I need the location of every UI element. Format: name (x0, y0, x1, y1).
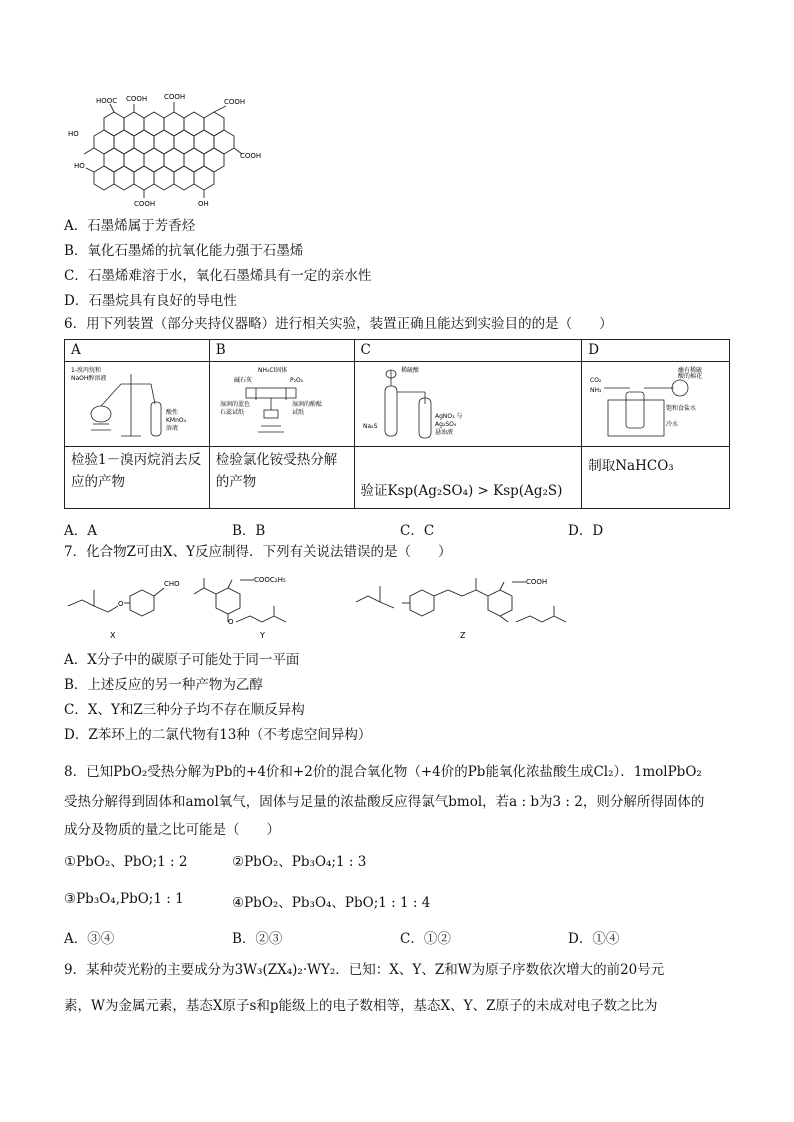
fig-d-label-5: 饱和食盐水 (666, 405, 697, 412)
fig-c-label-1: 稀硫酸 (400, 367, 419, 374)
q8-choice-1: ①PbO₂、PbO;1 : 2 (64, 854, 188, 870)
label-ho-1: HO (68, 130, 79, 138)
q7-stem: 7．化合物Z可由X、Y反应制得．下列有关说法错误的是（ ） (64, 544, 452, 560)
x-cho-label: CHO (164, 580, 180, 588)
label-cooh-3: COOH (224, 98, 246, 106)
label-cooh-4: COOH (240, 152, 262, 160)
label-oh: OH (198, 200, 209, 208)
label-cooh-1: COOH (126, 95, 148, 103)
q5-option-a: A．石墨烯属于芳香烃 (64, 218, 196, 234)
graphene-oxide-structure (64, 88, 264, 213)
fig-b-label-2: 碱石灰 (233, 377, 252, 384)
fig-d-label-3: 蘸有稀硫 (678, 367, 703, 374)
q8-line-3: 成分及物质的量之比可能是（ ） (64, 822, 280, 838)
q8-line-2: 受热分解得到固体和amol氧气，固体与足量的浓盐酸反应得氯气bmol，若a : b为3 : 2，则分解所得固体的 (64, 794, 705, 810)
fig-b-label-3: P₂O₅ (289, 377, 303, 384)
fig-c-label-5: 悬浊液 (434, 429, 453, 436)
fig-a-label-5: 溶液 (166, 425, 179, 432)
q9-line-1: 9．某种荧光粉的主要成分为3W₃(ZX₄)₂·WY₂．已知：X、Y、Z和W为原子序数依次增大的前20号元 (64, 962, 665, 978)
q6-answer-c: C．C (400, 523, 435, 539)
z-acid-label: COOH (526, 578, 548, 586)
fig-b-label-4: 湿润的蓝色 (219, 401, 250, 408)
fig-d-label-2: NH₃ (590, 387, 602, 394)
q6-apparatus-table (64, 339, 730, 509)
q6-caption-c: 验证Ksp(Ag₂SO₄) > Ksp(Ag₂S) (354, 447, 582, 509)
q6-header-d: D (582, 340, 730, 362)
q6-header-c: C (354, 340, 582, 362)
q6-figure-c (354, 362, 582, 447)
fig-b-label-1: NH₄Cl固体 (257, 367, 288, 374)
q8-choice-3: ③Pb₃O₄,PbO;1 : 1 (64, 891, 184, 907)
fig-d-label-1: CO₂ (590, 377, 602, 384)
label-hooc: HOOC (96, 97, 118, 105)
q7-option-d: D．Z苯环上的二氯代物有13种（不考虑空间异构） (64, 727, 372, 743)
q5-option-d: D．石墨烷具有良好的导电性 (64, 293, 237, 309)
q7-option-a: A．X分子中的碳原子可能处于同一平面 (64, 652, 300, 668)
q6-figure-b (209, 362, 354, 447)
fig-b-label-6: 湿润的酚酞 (291, 401, 322, 408)
q8-choice-row-2 (64, 891, 734, 911)
q6-caption-b: 检验氯化铵受热分解的产物 (209, 447, 354, 509)
fig-c-label-3: AgNO₃ 与 (434, 413, 462, 420)
q8-answer-a: A．③④ (64, 931, 115, 947)
fig-c-label-4: Ag₂SO₄ (434, 421, 456, 428)
q6-header-a: A (65, 340, 210, 362)
q5-option-b: B．氧化石墨烯的抗氧化能力强于石墨烯 (64, 243, 304, 259)
q7-option-b: B．上述反应的另一种产物为乙醇 (64, 677, 263, 693)
fig-b-label-5: 石蕊试纸 (219, 409, 244, 416)
fig-c-label-2: Na₂S (362, 423, 377, 430)
q7-structures (64, 572, 584, 642)
x-label: X (110, 631, 116, 640)
fig-a-label-2: NaOH醇溶液 (71, 375, 107, 382)
q8-answer-row (64, 927, 734, 947)
y-o-label: O (228, 618, 234, 626)
fig-d-label-4: 酸的棉花 (678, 373, 703, 380)
q6-answer-a: A．A (64, 523, 97, 539)
q8-line-1: 8．已知PbO₂受热分解为Pb的+4价和+2价的混合氧化物（+4价的Pb能氧化浓盐酸生成Cl₂）．1molPbO₂ (64, 764, 702, 780)
q7-option-c: C．X、Y和Z三种分子均不存在顺反异构 (64, 702, 305, 718)
fig-d-label-6: 冷水 (666, 421, 679, 428)
z-label: Z (460, 631, 466, 640)
q6-answer-row (64, 519, 734, 539)
q6-stem: 6．用下列装置（部分夹持仪器略）进行相关实验，装置正确且能达到实验目的的是（ ） (64, 316, 613, 332)
q8-choice-2: ②PbO₂、Pb₃O₄;1 : 3 (232, 854, 367, 870)
y-ester-label: COOC₂H₅ (254, 576, 286, 584)
fig-a-label-4: KMnO₄ (166, 417, 187, 424)
label-cooh-5: COOH (134, 200, 156, 208)
fig-b-label-7: 试纸 (291, 409, 304, 416)
q8-answer-c: C．①② (400, 931, 451, 947)
x-o-label: O (118, 600, 124, 608)
fig-a-label-3: 酸性 (166, 409, 179, 416)
y-label: Y (260, 631, 265, 640)
q9-line-2: 素，W为金属元素，基态X原子s和p能级上的电子数相等，基态X、Y、Z原子的未成对电子数之比为 (64, 998, 658, 1014)
q6-figure-a (65, 362, 210, 447)
label-cooh-2: COOH (164, 93, 186, 101)
q6-caption-d: 制取NaHCO₃ (582, 447, 730, 509)
q5-option-c: C．石墨烯难溶于水，氧化石墨烯具有一定的亲水性 (64, 268, 372, 284)
q8-answer-b: B．②③ (232, 931, 283, 947)
q6-header-b: B (209, 340, 354, 362)
q8-answer-d: D．①④ (568, 931, 620, 947)
fig-a-label-1: 1-溴丙烷和 (71, 367, 101, 374)
q6-answer-b: B．B (232, 523, 266, 539)
q8-choice-4: ④PbO₂、Pb₃O₄、PbO;1 : 1 : 4 (232, 895, 431, 911)
q6-answer-d: D．D (568, 523, 604, 539)
q6-caption-a: 检验1－溴丙烷消去反应的产物 (65, 447, 210, 509)
q8-choice-row-1 (64, 850, 734, 870)
label-ho-2: HO (74, 162, 85, 170)
q6-figure-d (582, 362, 730, 447)
